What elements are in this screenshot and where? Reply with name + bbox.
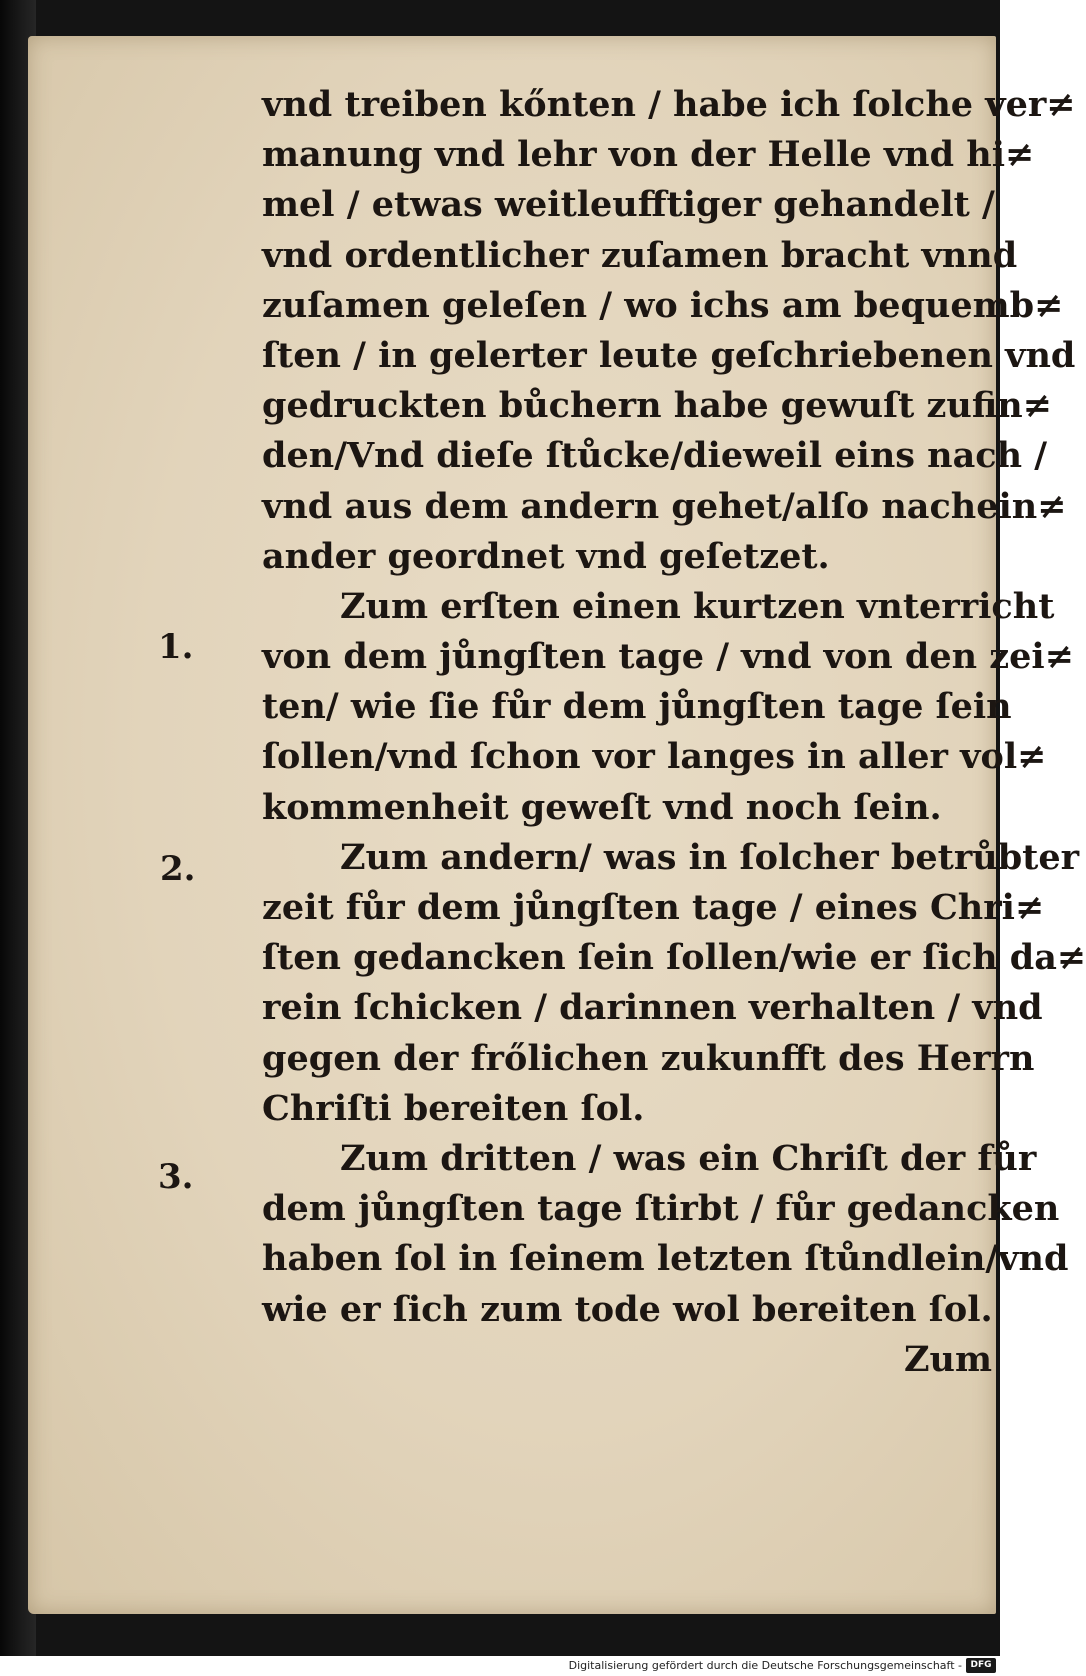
text-line: vnd aus dem andern gehet/alſo nachein≠ bbox=[262, 485, 1067, 527]
margin-number-3: 3. bbox=[158, 1157, 194, 1197]
text-line: von dem jůngſten tage / vnd von den zei≠ bbox=[262, 636, 1075, 678]
text-line: Zum erſten einen kurtzen vnterricht bbox=[340, 585, 1055, 627]
text-line: vnd ordentlicher zuſamen bracht vnnd bbox=[262, 234, 1018, 276]
page-text bbox=[262, 80, 1086, 1385]
text-line: den/Vnd dieſe ſtůcke/dieweil eins nach / bbox=[262, 435, 1048, 477]
text-line: gegen der frőlichen zukunfft des Herrn bbox=[262, 1037, 1035, 1079]
catchword: Zum bbox=[903, 1338, 992, 1380]
text-line: ſollen/vnd ſchon vor langes in aller vol≠ bbox=[262, 736, 1047, 778]
text-line: gedruckten bůchern habe gewuſt zufin≠ bbox=[262, 385, 1053, 427]
margin-number-1: 1. bbox=[158, 627, 194, 667]
text-line: kommenheit geweſt vnd noch ſein. bbox=[262, 786, 942, 828]
text-line: ander geordnet vnd geſetzet. bbox=[262, 535, 830, 577]
text-line: wie er ſich zum tode wol bereiten ſol. bbox=[262, 1288, 993, 1330]
text-line: manung vnd lehr von der Helle vnd hi≠ bbox=[262, 134, 1035, 176]
dfg-logo: DFG bbox=[966, 1658, 996, 1673]
text-line: dem jůngſten tage ſtirbt / fůr gedancken bbox=[262, 1188, 1060, 1230]
text-line: rein ſchicken / darinnen verhalten / vnd bbox=[262, 987, 1043, 1029]
text-line: haben ſol in ſeinem letzten ſtůndlein/vnd bbox=[262, 1238, 1069, 1280]
text-line: ſten / in gelerter leute geſchriebenen vnd bbox=[262, 334, 1076, 376]
text-line: vnd treiben kőnten / habe ich ſolche ver≠ bbox=[262, 84, 1076, 125]
text-line: ten/ wie ſie fůr dem jůngſten tage ſein bbox=[262, 686, 1012, 728]
margin-number-2: 2. bbox=[160, 849, 196, 889]
funding-notice: Digitalisierung gefördert durch die Deutsche Forschungsgemeinschaft - bbox=[568, 1659, 962, 1672]
text-line: Zum andern/ was in ſolcher betrůbter bbox=[340, 836, 1080, 878]
text-line: zuſamen geleſen / wo ichs am bequemb≠ bbox=[262, 284, 1064, 326]
text-line: mel / etwas weitleufftiger gehandelt / bbox=[262, 184, 995, 226]
text-line: ſten gedancken ſein ſollen/wie er ſich da≠ bbox=[262, 937, 1086, 979]
text-line: Zum dritten / was ein Chriſt der fůr bbox=[340, 1137, 1037, 1179]
text-line: zeit fůr dem jůngſten tage / eines Chri≠ bbox=[262, 887, 1045, 928]
text-line: Chriſti bereiten ſol. bbox=[262, 1087, 645, 1129]
footer-bar bbox=[0, 1656, 1000, 1676]
